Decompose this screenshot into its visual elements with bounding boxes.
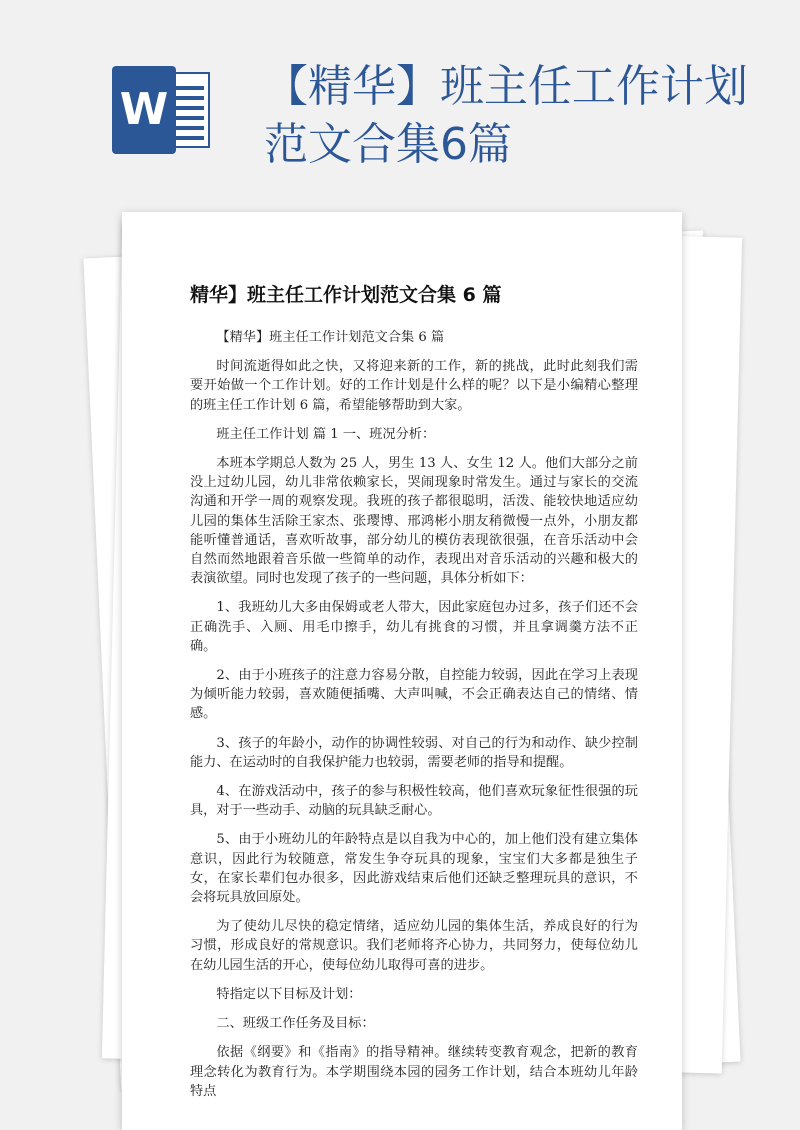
document-body (190, 328, 638, 1111)
paragraph-plan-intro: 特指定以下目标及计划： (216, 986, 362, 1002)
word-document-icon (112, 66, 214, 154)
document-header (0, 0, 800, 190)
list-item-4: 4、在游戏活动中，孩子的参与积极性较高，他们喜欢玩象征性很强的玩具，对于一些动手、动脑的玩具缺乏耐心。 (190, 784, 638, 819)
paragraph-intro-heading: 【精华】班主任工作计划范文合集 6 篇 (216, 330, 445, 345)
list-item-3: 3、孩子的年龄小，动作的协调性较弱、对自己的行为和动作、缺少控制能力、在运动时的自我保护能力也较弱，需要老师的指导和提醒。 (190, 735, 638, 770)
list-item-1: 1、我班幼儿大多由保姆或老人带大，因此家庭包办过多，孩子们还不会正确洗手、入厕、用毛巾擦手，幼儿有挑食的习惯，并且拿调羹方法不正确。 (190, 600, 638, 654)
section-heading-tasks: 二、班级工作任务及目标： (216, 1016, 375, 1032)
section-heading-class-analysis: 班主任工作计划 篇 1 一、班况分析： (216, 426, 436, 442)
document-page (122, 212, 682, 1130)
list-item-5: 5、由于小班幼儿的年龄特点是以自我为中心的，加上他们没有建立集体意识，因此行为较随意，常发生争夺玩具的现象，宝宝们大多都是独生子女，在家长辈们包办很多，因此游戏结束后他们还缺乏整理玩具的意识，不会将玩具放回原处。 (190, 832, 638, 906)
page-title: 【精华】班主任工作计划范文合集6篇 (264, 61, 748, 170)
paragraph-class-overview: 本班本学期总人数为 25 人，男生 13 人、女生 12 人。他们大部分之前没上过幼儿园，幼儿非常依赖家长，哭闹现象时常发生。通过与家长的交流沟通和开学一周的观察发现。我班的孩子都很聪明，活泼、能较快地适应幼儿园的集体生活除王家杰、张璎博、邢鸿彬小朋友稍微慢一点外，小朋友都能听懂普通话，喜欢听故事，部分幼儿的模仿表现欲很强，在音乐活动中会自然而然地跟着音乐做一些简单的动作，表现出对音乐活动的兴趣和极大的表演欲望。同时也发现了孩子的一些问题，具体分析如下： (190, 456, 638, 587)
paragraph-goal: 为了使幼儿尽快的稳定情绪，适应幼儿园的集体生活，养成良好的行为习惯，形成良好的常规意识。我们老师将齐心协力，共同努力，使每位幼儿在幼儿园生活的开心，使每位幼儿取得可喜的进步。 (190, 919, 638, 973)
paragraph-guidelines: 依据《纲要》和《指南》的指导精神。继续转变教育观念，把新的教育理念转化为教育行为。本学期围绕本园的园务工作计划，结合本班幼儿年龄特点 (190, 1045, 638, 1099)
word-letter-icon: W (112, 66, 176, 154)
document-title: 精华】班主任工作计划范文合集 6 篇 (190, 284, 502, 306)
paragraph-intro: 时间流逝得如此之快，又将迎来新的工作，新的挑战，此时此刻我们需要开始做一个工作计划。好的工作计划是什么样的呢？以下是小编精心整理的班主任工作计划 6 篇，希望能够帮助到大家。 (190, 359, 638, 413)
list-item-2: 2、由于小班孩子的注意力容易分散，自控能力较弱，因此在学习上表现为倾听能力较弱，喜欢随便插嘴、大声叫喊，不会正确表达自己的情绪、情感。 (190, 668, 638, 722)
